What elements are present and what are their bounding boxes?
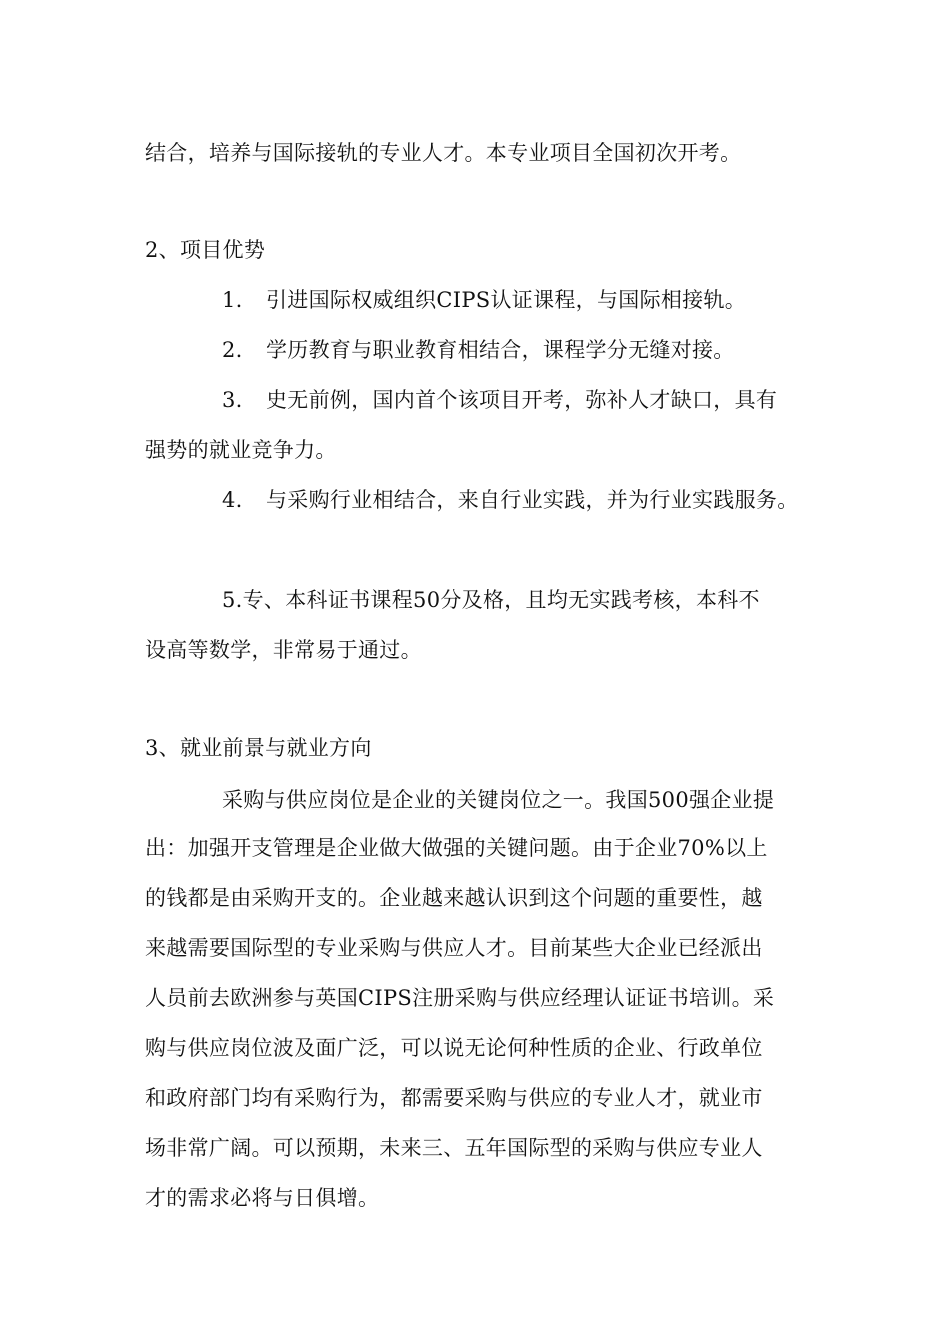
list-item <box>222 286 746 314</box>
list-item <box>222 336 735 364</box>
list-item-text: 引进国际权威组织CIPS认证课程，与国际相接轨。 <box>266 288 747 312</box>
paragraph-line: 人员前去欧洲参与英国CIPS注册采购与供应经理认证证书培训。采 <box>145 986 775 1010</box>
list-number: 1. <box>222 288 243 312</box>
paragraph-line: 才的需求必将与日俱增。 <box>145 1186 380 1210</box>
list-item-text: 与采购行业相结合，来自行业实践，并为行业实践服务。 <box>266 488 799 512</box>
paragraph-line: 结合，培养与国际接轨的专业人才。本专业项目全国初次开考。 <box>145 141 742 165</box>
list-item-text: 学历教育与职业教育相结合，课程学分无缝对接。 <box>266 338 735 362</box>
paragraph-line: 购与供应岗位波及面广泛，可以说无论何种性质的企业、行政单位 <box>145 1036 763 1060</box>
paragraph-line: 和政府部门均有采购行为，都需要采购与供应的专业人才，就业市 <box>145 1086 763 1110</box>
list-item-continuation: 设高等数学，非常易于通过。 <box>145 638 422 662</box>
list-item: 5.专、本科证书课程50分及格，且均无实践考核，本科不 <box>222 588 760 612</box>
list-number: 4. <box>222 488 243 512</box>
paragraph-line: 场非常广阔。可以预期，未来三、五年国际型的采购与供应专业人 <box>145 1136 763 1160</box>
paragraph-line: 的钱都是由采购开支的。企业越来越认识到这个问题的重要性，越 <box>145 886 763 910</box>
list-number: 3. <box>222 388 243 412</box>
section-heading-advantages: 2、项目优势 <box>145 238 266 262</box>
section-heading-employment: 3、就业前景与就业方向 <box>145 736 372 760</box>
list-number: 2. <box>222 338 243 362</box>
list-item <box>222 486 799 514</box>
paragraph-line: 来越需要国际型的专业采购与供应人才。目前某些大企业已经派出 <box>145 936 763 960</box>
paragraph-line: 采购与供应岗位是企业的关键岗位之一。我国500强企业提 <box>222 788 775 812</box>
paragraph-line: 出：加强开支管理是企业做大做强的关键问题。由于企业70%以上 <box>145 836 768 860</box>
list-item-text: 史无前例，国内首个该项目开考，弥补人才缺口，具有 <box>266 388 778 412</box>
list-item-continuation: 强势的就业竞争力。 <box>145 438 337 462</box>
list-item <box>222 386 777 414</box>
